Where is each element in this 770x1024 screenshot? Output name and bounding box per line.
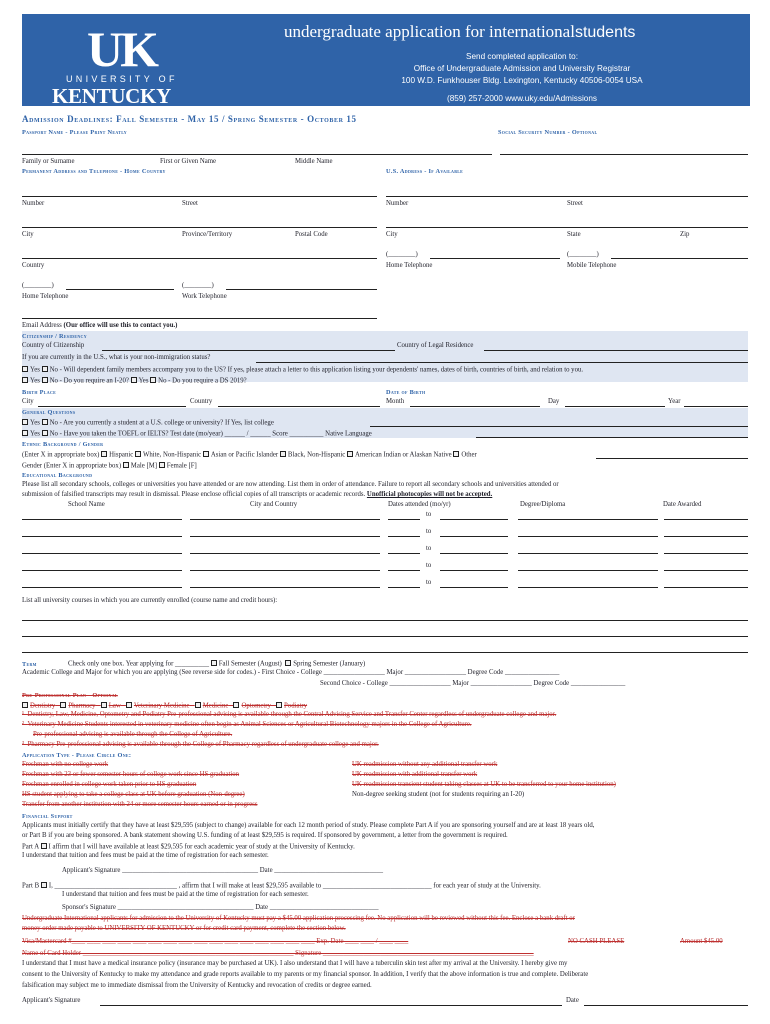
term-options[interactable]: Check only one box. Year applying for __________ Fall Semester (August) Spring Semester (January): [68, 660, 366, 668]
section-ssn: Social Security Number - Optional: [498, 129, 598, 136]
section-dob: Date of Birth: [386, 389, 426, 396]
label-email: Email Address (Our office will use this to contact you.): [22, 322, 178, 329]
section-permanent-address: Permanent Address and Telephone - Home Country: [22, 168, 166, 175]
label-us-street: Street: [567, 200, 583, 207]
section-passport: Passport Name - Please Print Neatly: [22, 129, 127, 136]
ethnic-options[interactable]: (Enter X in appropriate box) Hispanic White, Non-Hispanic Asian or Pacific Islander Black, Non-Hispanic American Indian or Alaskan Native Other: [22, 451, 477, 459]
label-family-name: Family or Surname: [22, 158, 75, 165]
edu-row-to: to: [426, 562, 432, 569]
label-number: Number: [22, 200, 45, 207]
label-first-name: First or Given Name: [160, 158, 217, 165]
section-ethnic: Ethnic Background / Gender: [22, 441, 104, 448]
label-street: Street: [182, 200, 198, 207]
edu-row-to: to: [426, 511, 432, 518]
section-education: Educational Background: [22, 472, 93, 479]
section-citizenship: Citizenship / Residency: [22, 333, 87, 340]
card-number[interactable]: Visa/Mastercard #____ ____ ____ ____ ____ ____ ____ ____ ____ ____ ____ ____ ____ ____ ____ ____ Exp. Date ____ ____ / ____ ____: [22, 938, 409, 945]
form-title: undergraduate application for internationalstudents: [284, 22, 636, 41]
label-province: Province/Territory: [182, 231, 233, 238]
label-country: Country: [22, 262, 45, 269]
contact-line: (859) 257-2000 www.uky.edu/Admissions: [446, 94, 598, 103]
address-line: 100 W.D. Funkhouser Bldg. Lexington, Kentucky 40506-0054 USA: [401, 76, 643, 85]
label-mobile-tel: Mobile Telephone: [567, 262, 617, 269]
sponsor-signature[interactable]: Sponsor's Signature ________________________________________ Date ________________________________: [62, 904, 379, 911]
label-us-city: City: [386, 231, 398, 238]
section-general: General Questions: [22, 409, 76, 416]
header-banner: [22, 14, 750, 106]
final-date-label: Date: [566, 997, 579, 1004]
final-signature-label: Applicant's Signature: [22, 997, 81, 1004]
toefl-question[interactable]: Yes No - Have you taken the TOEFL or IELTS? Test date (mo/year) ______ / ______ Score __________ Native Language: [22, 430, 372, 438]
logo-kentucky: KENTUCKY: [52, 84, 171, 108]
label-postal: Postal Code: [295, 231, 328, 238]
logo-university-of: UNIVERSITY OF: [66, 74, 178, 84]
visa-question[interactable]: Yes No - Do you require an I-20? Yes No - Do you require a DS 2019?: [22, 377, 247, 385]
edu-row-to: to: [426, 528, 432, 535]
dependents-question[interactable]: Yes No - Will dependent family members accompany you to the US? If yes, please attach a letter to this application listing your dependents' names, dates of birth, countries of birth, and relation to you.: [22, 366, 583, 374]
section-financial: Financial Support: [22, 813, 73, 820]
gender-options[interactable]: Gender (Enter X in appropriate box) Male [M] Female [F]: [22, 462, 197, 470]
section-preprof: Pre-Professional Plan - Optional: [22, 692, 118, 699]
card-holder[interactable]: Name of Card Holder ______________________________________________________________ Signature ______________________________________________________________: [22, 950, 534, 957]
edu-row-to: to: [426, 545, 432, 552]
label-middle-name: Middle Name: [295, 158, 333, 165]
part-b[interactable]: Part B I, ____________________________________ , affirm that I will make at least $29,595 available to ________________________________ for each year of study at the University.: [22, 882, 541, 890]
label-us-number: Number: [386, 200, 409, 207]
preprof-options[interactable]: Dentistry Pharmacy Law Veterinary Medicine Medicine Optometry Podiatry: [22, 702, 307, 710]
section-birth-place: Birth Place: [22, 389, 57, 396]
edu-row-to: to: [426, 579, 432, 586]
label-state: State: [567, 231, 581, 238]
part-a[interactable]: Part A I affirm that I will have available at least $29,595 for each academic year of study at the University of Kentucky.: [22, 843, 355, 851]
section-term: Term: [22, 661, 37, 668]
label-work-tel: Work Telephone: [182, 293, 227, 300]
section-apptype: Application Type - Please Circle One:: [22, 752, 132, 759]
label-city: City: [22, 231, 34, 238]
us-student-question[interactable]: Yes No - Are you currently a student at a U.S. college or university? If Yes, list college: [22, 419, 274, 427]
courses-label: List all university courses in which you are currently enrolled (course name and credit hours):: [22, 597, 278, 604]
section-us-address: U.S. Address - If Available: [386, 168, 464, 175]
label-home-tel: Home Telephone: [22, 293, 69, 300]
office-line: Office of Undergraduate Admission and University Registrar: [413, 64, 631, 73]
send-to-line: Send completed application to:: [466, 52, 578, 61]
admission-deadlines: Admission Deadlines: Fall Semester - May 15 / Spring Semester - October 15: [22, 114, 357, 124]
label-us-home-tel: Home Telephone: [386, 262, 433, 269]
label-zip: Zip: [680, 231, 690, 238]
applicant-signature-a[interactable]: Applicant's Signature ________________________________________ Date ________________________________: [62, 867, 384, 874]
uk-logo: UK: [87, 21, 156, 77]
